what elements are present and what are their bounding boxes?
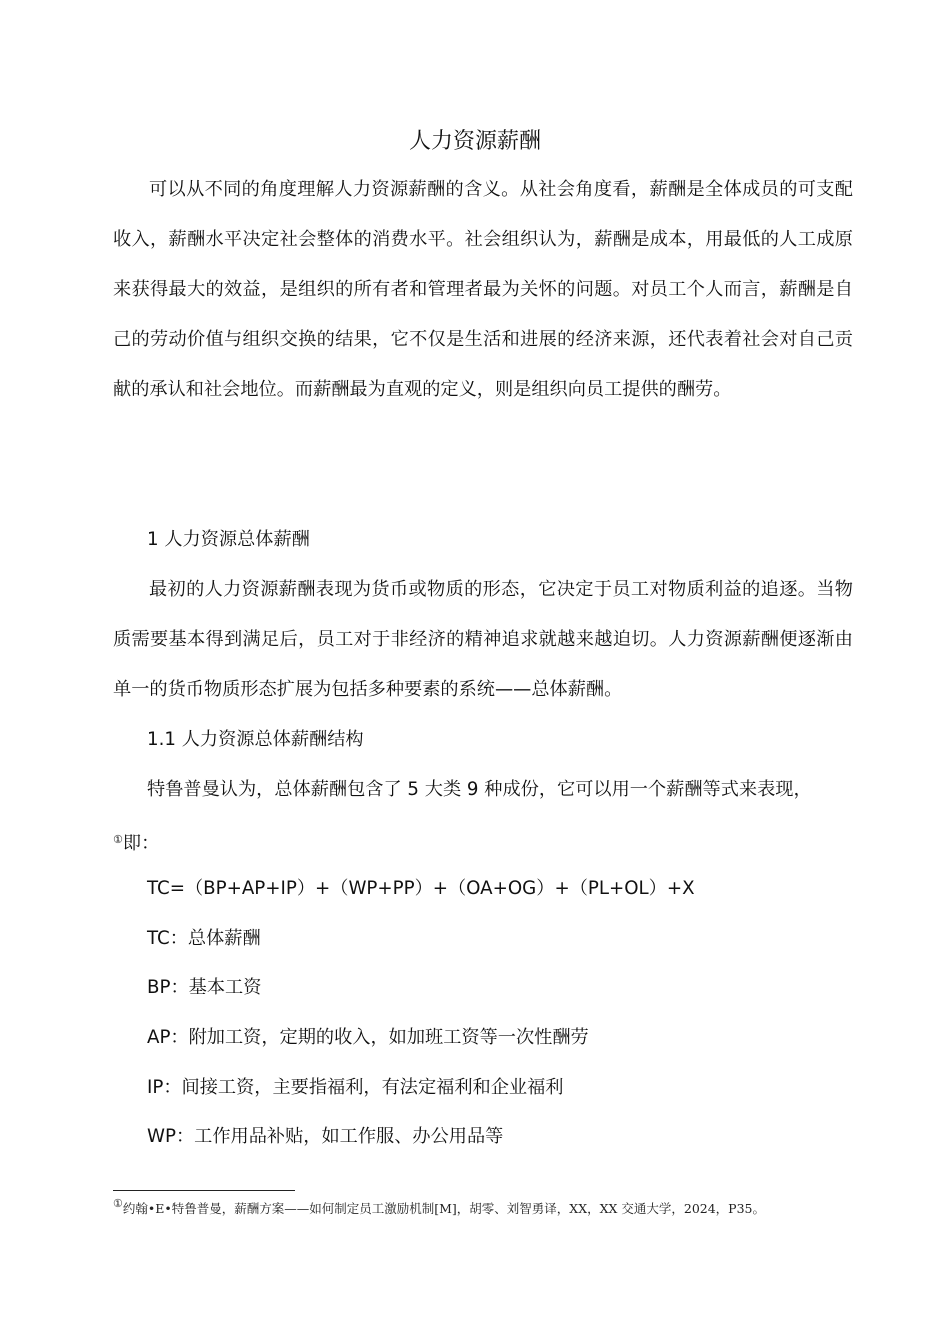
total-compensation-formula: TC=（BP+AP+IP）+（WP+PP）+（OA+OG）+（PL+OL）+X (147, 878, 695, 899)
definition-item: IP：间接工资，主要指福利，有法定福利和企业福利 (147, 1077, 564, 1098)
section-1-1-paragraph-line1: 特鲁普曼认为，总体薪酬包含了 5 大类 9 种成份，它可以用一个薪酬等式来表现， (147, 779, 812, 800)
intro-paragraph: 可以从不同的角度理解人力资源薪酬的含义。从社会角度看，薪酬是全体成员的可支配收入，薪酬水平决定社会整体的消费水平。社会组织认为，薪酬是成本，用最低的人工成原来获得最大的效益，是组织的所有者和管理者最为关怀的问题。对员工个人而言，薪酬是自己的劳动价值与组织交换的结果，它不仅是生活和进展的经济来源，还代表着社会对自己贡献的承认和社会地位。而薪酬最为直观的定义，则是组织向员工提供的酬劳。 (113, 179, 853, 400)
definition-item: BP：基本工资 (147, 977, 262, 998)
section-1-heading: 1 人力资源总体薪酬 (147, 529, 310, 550)
footnote-marker: ① (113, 1197, 123, 1210)
footnote (113, 1195, 773, 1217)
footnote-text: 约翰•E•特鲁普曼，薪酬方案——如何制定员工激励机制[M]，胡零、刘智勇译，XX，XX 交通大学，2024，P35。 (122, 1201, 765, 1216)
paragraph-continuation: 即： (122, 833, 160, 854)
footnote-reference[interactable]: ① (113, 833, 123, 846)
section-1-1-heading: 1.1 人力资源总体薪酬结构 (147, 729, 364, 750)
section-1-paragraph: 最初的人力资源薪酬表现为货币或物质的形态，它决定于员工对物质利益的追逐。当物质需要基本得到满足后，员工对于非经济的精神追求就越来越迫切。人力资源薪酬便逐渐由单一的货币物质形态扩展为包括多种要素的系统——总体薪酬。 (113, 579, 853, 700)
definition-item: AP：附加工资，定期的收入，如加班工资等一次性酬劳 (147, 1027, 589, 1048)
footnote-separator (113, 1190, 295, 1191)
section-1-1-paragraph-line2 (113, 825, 159, 859)
definition-item: TC：总体薪酬 (147, 928, 261, 949)
document-title: 人力资源薪酬 (408, 129, 541, 154)
definition-item: WP：工作用品补贴，如工作服、办公用品等 (147, 1126, 504, 1147)
